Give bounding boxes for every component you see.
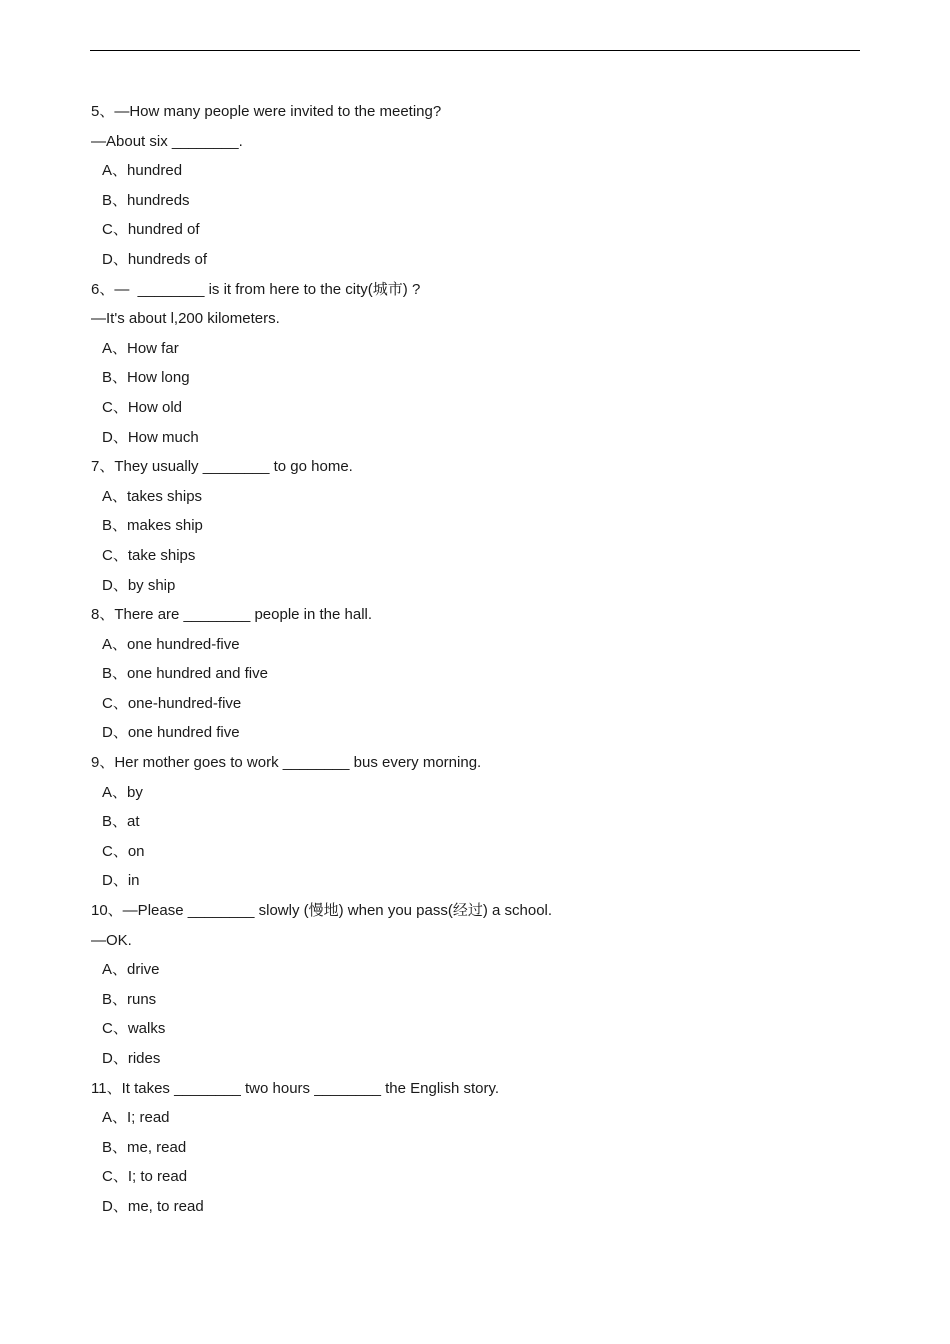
- question-11: [91, 1074, 871, 1222]
- question-8: [91, 600, 871, 748]
- option-d: D、hundreds of: [102, 250, 208, 268]
- option-a: A、How far: [102, 339, 179, 357]
- option-d: D、by ship: [102, 576, 176, 594]
- question-9: [91, 748, 871, 896]
- option-c: C、hundred of: [102, 221, 200, 239]
- option-b: B、at: [102, 813, 140, 831]
- question-stem: 5、—How many people were invited to the meeting?: [91, 103, 442, 120]
- option-c: C、How old: [102, 398, 183, 416]
- option-b: B、makes ship: [102, 517, 203, 535]
- option-b: B、How long: [102, 369, 190, 387]
- option-c: C、walks: [102, 1020, 166, 1038]
- question-stem: 9、Her mother goes to work ________ bus every morning.: [91, 754, 482, 772]
- option-b: B、me, read: [102, 1138, 187, 1156]
- question-list: [91, 97, 871, 1222]
- question-6: [91, 275, 871, 453]
- question-stem: 6、— ________ is it from here to the city(城市) ?: [91, 280, 421, 298]
- option-d: D、rides: [102, 1050, 161, 1067]
- question-stem: —It's about l,200 kilometers.: [91, 310, 280, 328]
- option-d: D、me, to read: [102, 1197, 204, 1215]
- option-c: C、take ships: [102, 546, 196, 564]
- question-stem: 8、There are ________ people in the hall.: [91, 606, 373, 624]
- question-stem: 10、—Please ________ slowly (慢地) when you pass(经过) a school.: [91, 902, 553, 920]
- option-a: A、I; read: [102, 1109, 170, 1127]
- question-7: [91, 452, 871, 600]
- option-b: B、hundreds: [102, 191, 190, 209]
- option-a: A、by: [102, 783, 143, 801]
- question-10: [91, 896, 871, 1074]
- option-b: B、runs: [102, 990, 157, 1008]
- question-stem: 7、They usually ________ to go home.: [91, 458, 353, 476]
- option-c: C、on: [102, 842, 145, 860]
- option-b: B、one hundred and five: [102, 665, 268, 683]
- option-a: A、one hundred-five: [102, 635, 240, 653]
- option-a: A、hundred: [102, 162, 183, 180]
- question-5: [91, 97, 871, 275]
- option-c: C、one-hundred-five: [102, 694, 242, 712]
- option-d: D、one hundred five: [102, 724, 240, 742]
- option-c: C、I; to read: [102, 1168, 188, 1186]
- header-rule: [90, 50, 860, 51]
- option-a: A、takes ships: [102, 487, 203, 505]
- option-a: A、drive: [102, 961, 160, 979]
- question-stem: 11、It takes ________ two hours ________ the English story.: [91, 1079, 500, 1097]
- option-d: D、in: [102, 872, 140, 890]
- question-stem: —About six ________.: [91, 132, 243, 150]
- question-stem: —OK.: [91, 931, 132, 949]
- option-d: D、How much: [102, 428, 199, 446]
